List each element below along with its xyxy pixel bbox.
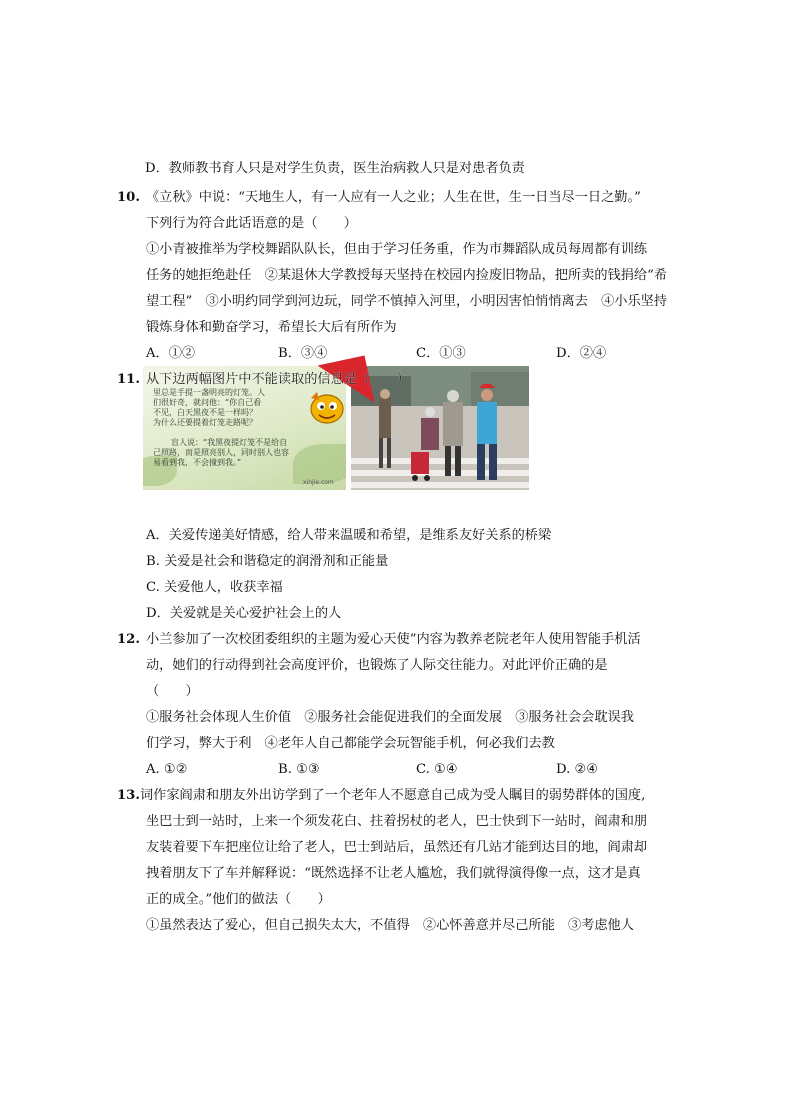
q12-stem-line2: 动，她们的行动得到社会高度评价，也锻炼了人际交往能力。对此评价正确的是	[146, 658, 608, 673]
picture1-line2: 们很好奇，就问他：“你自己看	[153, 398, 262, 407]
picture1-brand: xinjie.com	[303, 479, 334, 486]
q10-option-b: B．③④	[278, 346, 328, 361]
q10-items-line2: 任务的她拒绝赴任 ②某退休大学教授每天坚持在校园内捡废旧物品，把所卖的钱捐给“希	[146, 268, 668, 283]
q11-option-a: A．关爱传递美好情感，给人带来温暖和希望，是维系友好关系的桥梁	[146, 528, 552, 543]
q12-option-c: C. ①④	[416, 762, 458, 777]
q10-option-a: A．①②	[146, 346, 196, 361]
picture1-line5: 盲人说：“我黑夜提灯笼不是给自	[171, 438, 288, 447]
q12-option-d: D. ②④	[556, 762, 599, 777]
picture1-line3: 不见，白天黑夜不是一样吗？	[153, 408, 257, 417]
q13-stem-line5: 正的成全。”他们的做法（ ）	[146, 892, 331, 907]
q12-option-b: B. ①③	[278, 762, 320, 777]
q13-number: 13.	[117, 788, 140, 803]
q11-option-b: B. 关爱是社会和谐稳定的润滑剂和正能量	[146, 554, 389, 569]
q12-items-line1: ①服务社会体现人生价值 ②服务社会能促进我们的全面发展 ③服务社会会耽误我	[146, 710, 634, 725]
q10-number: 10.	[117, 190, 140, 205]
q9-option-d: D．教师教书育人只是对学生负责，医生治病救人只是对患者负责	[145, 161, 525, 176]
q13-stem-line1: 词作家阎肃和朋友外出访学到了一个老年人不愿意自己成为受人瞩目的弱势群体的国度,	[140, 788, 646, 803]
q12-number: 12.	[117, 632, 140, 647]
q11-number: 11.	[117, 372, 140, 387]
picture1-line7: 易看到我，不会撞到我。”	[153, 458, 242, 467]
q10-option-c: C．①③	[416, 346, 466, 361]
q11-option-d: D．关爱就是关心爱护社会上的人	[146, 606, 342, 621]
q12-option-a: A. ①②	[146, 762, 188, 777]
q13-stem-line3: 友装着要下车把座位让给了老人，巴士到站后，虽然还有几站才能到达目的地，阎肃却	[146, 840, 648, 855]
q11-stem: 从下边两幅图片中不能读取的信息是（ ）	[146, 372, 410, 387]
picture1-line1: 里总是手提一盏明亮的灯笼。人	[153, 388, 265, 397]
q13-stem-line2: 坐巴士到一站时，上来一个须发花白、拄着拐杖的老人，巴士快到下一站时，阎肃和朋	[146, 814, 648, 829]
q10-items-line3: 望工程” ③小明约同学到河边玩，同学不慎掉入河里，小明因害怕悄悄离去 ④小乐坚持	[146, 294, 668, 309]
q10-stem-line2: 下列行为符合此话语意的是（ ）	[146, 216, 357, 231]
q10-stem-line1: 《立秋》中说：“天地生人，有一人应有一人之业；人生在世，生一日当尽一日之勤。”	[146, 190, 641, 205]
q10-items-line4: 锻炼身体和勤奋学习，希望长大后有所作为	[146, 320, 397, 335]
picture1-line6: 己照路，而是照亮别人，同时别人也容	[153, 448, 289, 457]
q13-items-line1: ①虽然表达了爱心，但自己损失太大，不值得 ②心怀善意并尽己所能 ③考虑他人	[146, 918, 634, 933]
q12-stem-line1: 小兰参加了一次校团委组织的主题为爱心天使”内容为教养老院老年人使用智能手机活	[146, 632, 641, 647]
q10-option-d: D．②④	[556, 346, 607, 361]
q10-items-line1: ①小青被推举为学校舞蹈队队长，但由于学习任务重，作为市舞蹈队成员每周都有训练	[146, 242, 648, 257]
q11-option-c: C. 关爱他人，收获幸福	[146, 580, 283, 595]
picture1-line4: 为什么还要提着灯笼走路呢？	[153, 418, 257, 427]
q13-stem-line4: 拽着朋友下了车并解释说：“既然选择不让老人尴尬，我们就得演得像一点，这才是真	[146, 866, 641, 881]
q12-items-line2: 们学习，弊大于利 ④老年人自己都能学会玩智能手机，何必我们去教	[146, 736, 555, 751]
q12-stem-line3: （ ）	[146, 684, 199, 699]
